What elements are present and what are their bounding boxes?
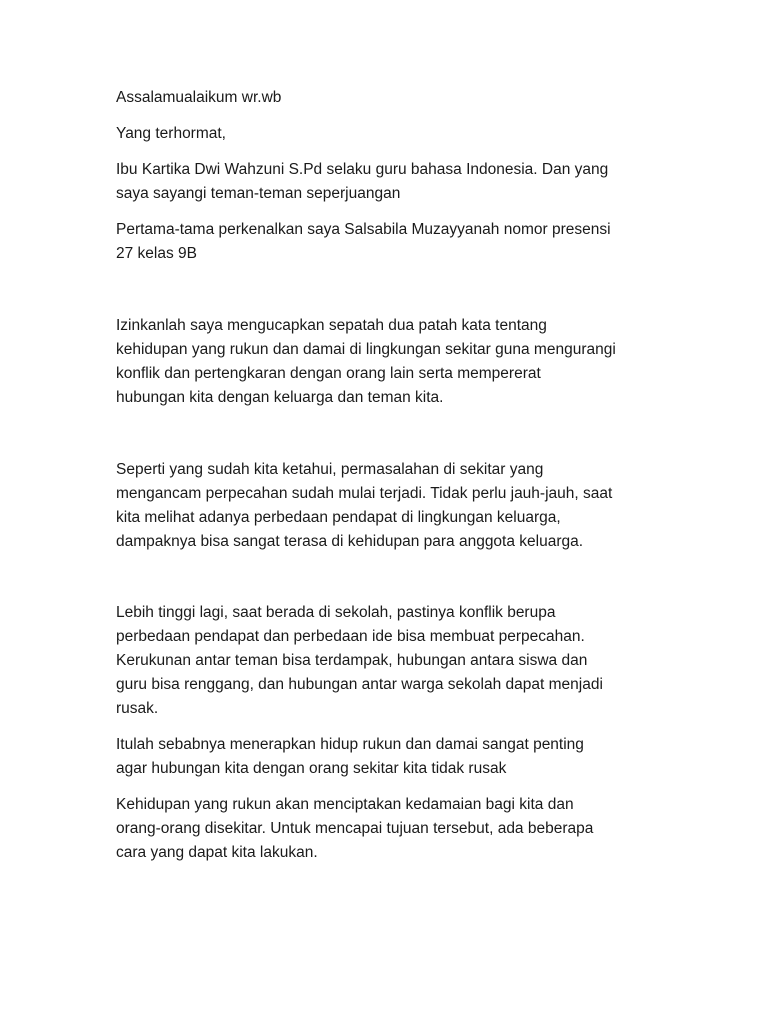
salutation-paragraph (116, 122, 656, 146)
text-line: agar hubungan kita dengan orang sekitar kita tidak rusak (116, 760, 507, 777)
text-line: dampaknya bisa sangat terasa di kehidupan para anggota keluarga. (116, 533, 584, 550)
text-line: Yang terhormat, (116, 125, 226, 142)
text-line: cara yang dapat kita lakukan. (116, 844, 318, 861)
text-line: orang-orang disekitar. Untuk mencapai tujuan tersebut, ada beberapa (116, 820, 594, 837)
text-line: rusak. (116, 700, 159, 717)
school-paragraph (116, 601, 656, 721)
family-paragraph (116, 458, 656, 554)
greeting-paragraph (116, 86, 656, 110)
text-line: mengancam perpecahan sudah mulai terjadi. Tidak perlu jauh-jauh, saat (116, 485, 613, 502)
importance-paragraph (116, 733, 656, 781)
text-line: perbedaan pendapat dan perbedaan ide bisa membuat perpecahan. (116, 628, 585, 645)
text-line: guru bisa renggang, dan hubungan antar warga sekolah dapat menjadi (116, 676, 603, 693)
text-line: kehidupan yang rukun dan damai di lingkungan sekitar guna mengurangi (116, 341, 616, 358)
text-line: Pertama-tama perkenalkan saya Salsabila Muzayyanah nomor presensi (116, 221, 611, 238)
text-line: Itulah sebabnya menerapkan hidup rukun dan damai sangat penting (116, 736, 584, 753)
introduction-paragraph (116, 218, 656, 266)
closing-paragraph (116, 793, 656, 865)
text-line: Kerukunan antar teman bisa terdampak, hubungan antara siswa dan (116, 652, 588, 669)
opening-paragraph (116, 314, 656, 410)
text-line: Kehidupan yang rukun akan menciptakan kedamaian bagi kita dan (116, 796, 574, 813)
text-line: Seperti yang sudah kita ketahui, permasalahan di sekitar yang (116, 461, 544, 478)
text-line: Lebih tinggi lagi, saat berada di sekolah, pastinya konflik berupa (116, 604, 556, 621)
text-line: hubungan kita dengan keluarga dan teman kita. (116, 389, 444, 406)
text-line: saya sayangi teman-teman seperjuangan (116, 185, 401, 202)
text-line: 27 kelas 9B (116, 245, 197, 262)
address-paragraph (116, 158, 656, 206)
text-line: Ibu Kartika Dwi Wahzuni S.Pd selaku guru bahasa Indonesia. Dan yang (116, 161, 609, 178)
text-line: kita melihat adanya perbedaan pendapat di lingkungan keluarga, (116, 509, 561, 526)
text-line: Izinkanlah saya mengucapkan sepatah dua patah kata tentang (116, 317, 547, 334)
text-line: konflik dan pertengkaran dengan orang lain serta mempererat (116, 365, 541, 382)
text-line: Assalamualaikum wr.wb (116, 89, 282, 106)
